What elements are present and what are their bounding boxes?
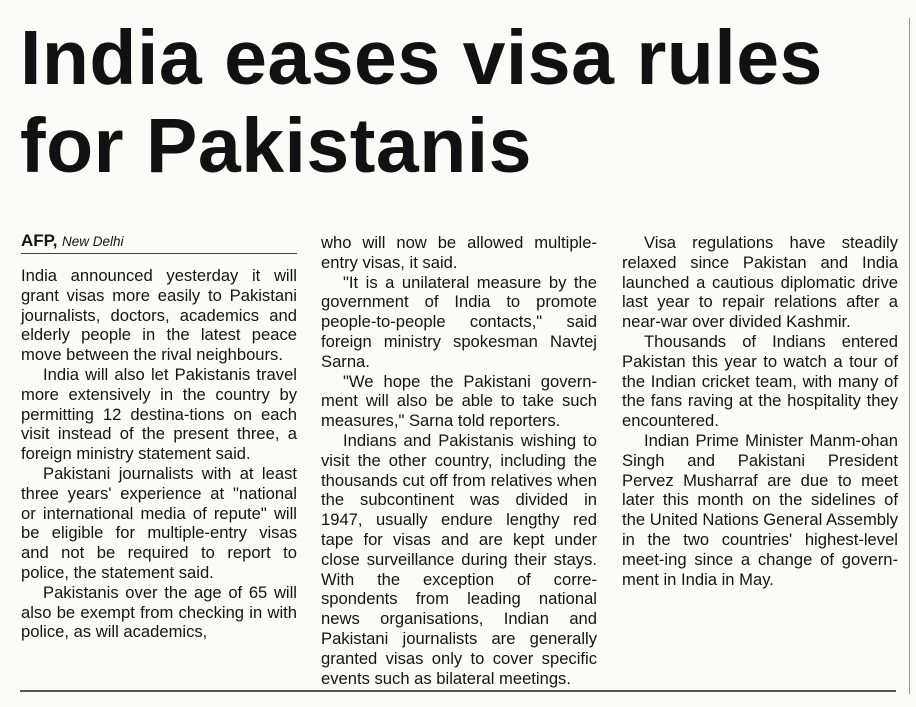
column-3 <box>622 233 898 589</box>
paragraph: "We hope the Pakistani govern-ment will also be able to take such measures," Sarna told reporters. <box>321 371 597 431</box>
headline-line-1: India eases visa rules <box>20 15 823 101</box>
paragraph: Pakistani journalists with at least three years' experience at "national or international media of repute" will be eligible for multiple-entry visas and not be required to report to police, the statement said. <box>21 463 297 582</box>
byline <box>21 231 297 254</box>
bottom-rule <box>20 690 896 692</box>
paragraph: Pakistanis over the age of 65 will also be exempt from checking in with police, as will academics, <box>21 582 297 642</box>
page-edge-rule <box>909 18 910 694</box>
paragraph: Visa regulations have steadily relaxed since Pakistan and India launched a cautious diplomatic drive last year to repair relations after a near-war over divided Kashmir. <box>622 233 898 332</box>
paragraph: who will now be allowed multiple-entry visas, it said. <box>321 233 597 272</box>
byline-place: New Delhi <box>62 234 124 249</box>
paragraph: Thousands of Indians entered Pakistan this year to watch a tour of the Indian cricket team, with many of the fans raving at the hospitality they encountered. <box>622 331 898 431</box>
column-1 <box>21 231 297 642</box>
paragraph: India will also let Pakistanis travel more extensively in the country by permitting 12 destina-tions on each visit instead of the present three, a foreign ministry statement said. <box>21 364 297 464</box>
headline-line-2: for Pakistanis <box>20 103 532 189</box>
headline <box>20 14 900 190</box>
paragraph: "It is a unilateral measure by the government of India to promote people-to-people contacts," said foreign ministry spokesman Navtej Sarna. <box>321 272 597 371</box>
column-2 <box>321 233 597 688</box>
paragraph: Indian Prime Minister Manm-ohan Singh and Pakistani President Pervez Musharraf are due to meet later this month on the sidelines of the United Nations General Assembly in the two countries' highest-level meet-ing since a change of govern-ment in India in May. <box>622 430 898 589</box>
byline-agency: AFP, <box>21 231 58 250</box>
paragraph: Indians and Pakistanis wishing to visit the other country, including the thousands cut off from relatives when the subcontinent was divided in 1947, usually endure lengthy red tape for visas and are kept under close surveillance during their stays. With the exception of corre-spondents from leading national news organisations, Indian and Pakistani journalists are generally granted visas only to cover specific events such as bilateral meetings. <box>321 430 597 688</box>
paragraph: India announced yesterday it will grant visas more easily to Pakistani journalists, doctors, academics and elderly people in the latest peace move between the rival neighbours. <box>21 266 297 365</box>
